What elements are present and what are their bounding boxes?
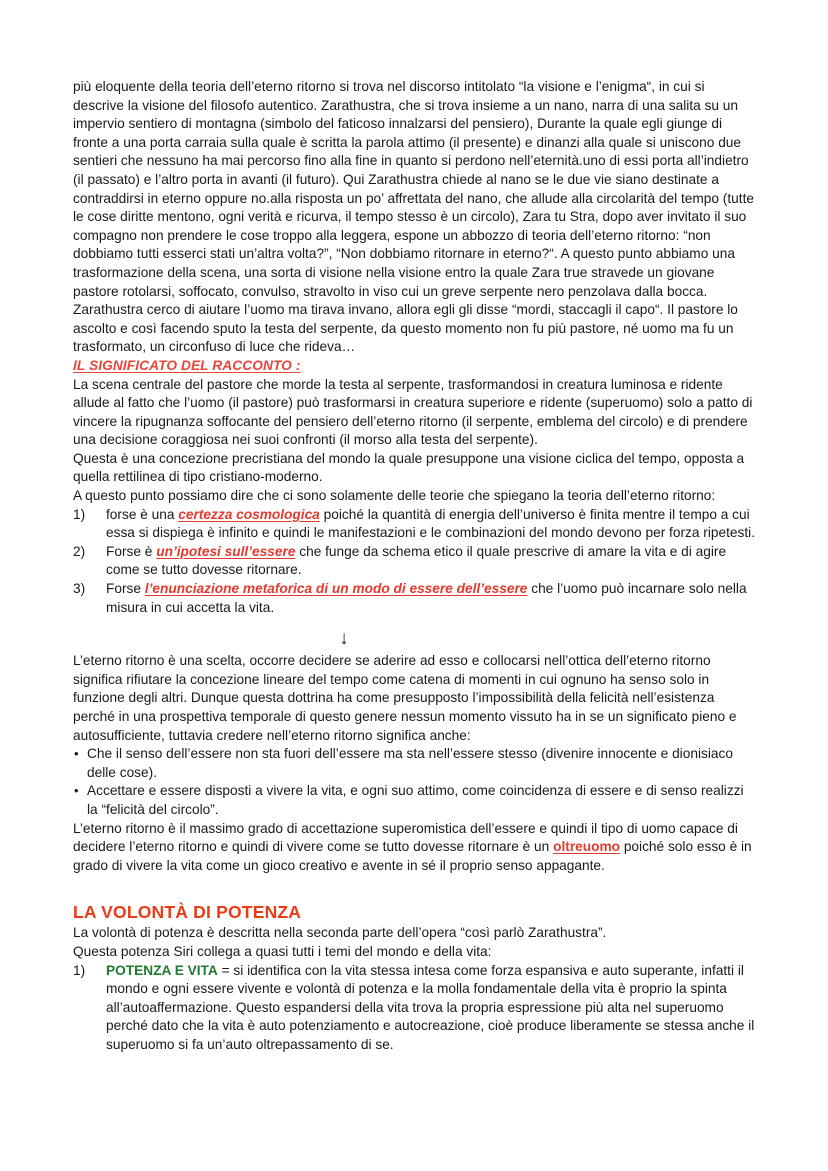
list-marker: 1) — [73, 506, 86, 522]
paragraph-eterno-ritorno-visione: più eloquente della teoria dell’eterno ritorno si trova nel discorso intitolato “la visione e l’enigma“, in cui si descrive la visione del filosofo autentico. Zarathustra, che si trova insieme a un nano, narra di una salita su un impervio sentiero di montagna (simbolo del faticoso innalzarsi del pensiero), Durante la quale egli giunge di fronte a una porta carraia sulla quale è scritta la parola attimo (il presente) e dinanzi alla quale si uniscono due sentieri che nessuno ha mai percorso fino alla fine in quanto si perdono nell’eternità.uno di essi porta all’indietro (il passato) e l’altro porta in avanti (il futuro). Qui Zarathustra chiede al nano se le due vie siano destinate a contraddirsi in eterno oppure no.alla risposta un po’ affrettata del nano, che allude alla circolarità del tempo (tutte le cose diritte mentono, ogni verità e ricurva, il tempo stesso è un circolo), Zara tu Stra, dopo aver invitato il suo compagno non prendere le cose troppo alla leggera, espone un abbozzo di teoria dell’eterno ritorno: “non dobbiamo tutti esserci stati un’altra volta?”, “Non dobbiamo ritornare in eterno?“. A questo punto abbiamo una trasformazione della scena, una sorta di visione nella visione entro la quale Zara true stravede un giovane pastore rotolarsi, soffocato, convulso, stravolto in viso cui un greve serpente nero penzolava dalla bocca. — [73, 79, 754, 299]
heading-significato-del-racconto — [73, 357, 755, 376]
paragraph-eterno-ritorno-scelta: L’eterno ritorno è una scelta, occorre decidere se aderire ad esso e collocarsi nell’ottica dell’eterno ritorno significa rifiutare la concezione lineare del tempo come catena di momenti in cui ognuno ha senso solo in funzione degli altri. Dunque questa dottrina ha come presupposto l’impossibilità della felicità nell’esistenza perché in una prospettiva temporale di questo genere nessun momento vissuto ha in se un significato pieno e autosufficiente, tuttavia credere nell’eterno ritorno significa anche: — [73, 653, 737, 743]
list-item-emphasis: un’ipotesi sull’essere — [156, 543, 296, 559]
paragraph-intro-teorie: A questo punto possiamo dire che ci sono solamente delle teorie che spiegano la teoria dell’eterno ritorno: — [73, 488, 716, 504]
spacer — [73, 617, 755, 626]
bullet-icon: • — [74, 782, 79, 798]
paragraph-scena-centrale: La scena centrale del pastore che morde la testa al serpente, trasformandosi in creatura luminosa e ridente allude al fatto che l’uomo (il pastore) può trasformarsi in creatura superiore e ridente (superuomo) solo a patto di vincere la ripugnanza soffocante del pensiero dell’eterno ritorno (il serpente, emblema del circolo) e di prendere una decisione coraggiosa nei suoi confronti (il morso alla testa del serpente). — [73, 376, 753, 448]
list-item — [73, 580, 755, 617]
paragraph-concezione-precristiana: Questa è una concezione precristiana del mondo la quale presuppone una visione ciclica del tempo, opposta a quella rettilinea di tipo cristiano-moderno. — [73, 450, 745, 485]
paragraph-oltreuomo-lead: L’eterno ritorno è il massimo grado di accettazione superomistica dell’essere e quindi il tipo di uomo capace di decidere l’eterno ritorno e quindi di vivere come se tutto dovesse ritornare è un — [73, 820, 738, 855]
list-item-tail: che funge da schema etico il quale prescrive di amare la vita e di agire come se tutto dovesse ritornare. — [106, 543, 727, 578]
list-marker: 2) — [73, 543, 86, 559]
down-arrow-icon: ↓ — [339, 628, 349, 650]
list-marker: 3) — [73, 581, 86, 597]
potenza-list — [73, 962, 755, 1055]
list-item — [73, 962, 755, 1055]
list-item-label: Che il senso dell’essere non sta fuori dell’essere ma sta nell’essere stesso (divenire innocente e dionisiaco delle cose). — [87, 746, 733, 780]
list-marker: 1) — [73, 962, 86, 978]
oltreuomo-emphasis: oltreuomo — [553, 839, 621, 855]
paragraph-zarathustra-serpente: Zarathustra cerco di aiutare l’uomo ma tirava invano, allora egli gli disse “mordi, staccagli il capo“. Il pastore lo ascolto e così facendo sputo la testa del serpente, da questo momento non fu più pastore, né uomo ma fu un trasformato, un circonfuso di luce che rideva… — [73, 302, 738, 355]
paragraph-volonta-descrizione: La volontà di potenza è descritta nella seconda parte dell’opera “così parlò Zarathustra”. — [73, 925, 607, 941]
list-item — [73, 745, 755, 782]
list-item-tail: poiché la quantità di energia dell’universo è finita mentre il tempo a cui essa si dispiega è infinito e quindi le manifestazioni e le combinazioni del mondo devono per forza ripetesti. — [106, 506, 756, 541]
list-item-lead: forse è una — [106, 506, 179, 522]
list-item-tail: che l’uomo può incarnare solo nella misura in cui accetta la vita. — [106, 581, 747, 615]
bullet-icon: • — [74, 745, 79, 761]
document-body — [73, 78, 755, 1055]
heading-significato-text: IL SIGNIFICATO DEL RACCONTO : — [73, 357, 301, 373]
paragraph-oltreuomo — [73, 820, 755, 876]
page-title-volonta-di-potenza: LA VOLONTÀ DI POTENZA — [73, 902, 302, 923]
theories-list — [73, 506, 755, 618]
list-item-label: Accettare e essere disposti a vivere la vita, e ogni suo attimo, come coincidenza di essere e di senso realizzi la “felicità del circolo”. — [87, 783, 744, 817]
paragraph-oltreuomo-tail: poiché solo esso è in grado di vivere la vita come un gioco creativo e avente in sé il proprio senso appagante. — [73, 839, 752, 873]
significati-bullet-list — [73, 745, 755, 819]
spacer — [73, 875, 755, 901]
list-item-emphasis: certezza cosmologica — [178, 506, 320, 522]
paragraph-potenza-temi: Questa potenza Siri collega a quasi tutti i temi del mondo e della vita: — [73, 943, 492, 959]
list-item — [73, 506, 755, 543]
list-item-lead: Forse — [106, 581, 145, 597]
list-item-label: = si identifica con la vita stessa intesa come forza espansiva e auto superante, infatti il mondo e ogni essere vivente e volontà di potenza e la molla fondamentale della vita è proprio la spinta all’autoaffermazione. Questo espandersi della vita trova la propria espressione più alta nel superuomo perché dato che la vita è auto potenziamento e autocreazione, cioè produce liberamente se stessa anche il superuomo si fa un’auto oltrepassamento di se. — [106, 962, 755, 1052]
potenza-e-vita-emphasis: POTENZA E VITA — [106, 962, 218, 978]
list-item — [73, 543, 755, 580]
list-item-lead: Forse è — [106, 543, 157, 559]
list-item — [73, 782, 755, 819]
list-item-emphasis: l’enunciazione metaforica di un modo di essere dell’essere — [144, 581, 528, 597]
